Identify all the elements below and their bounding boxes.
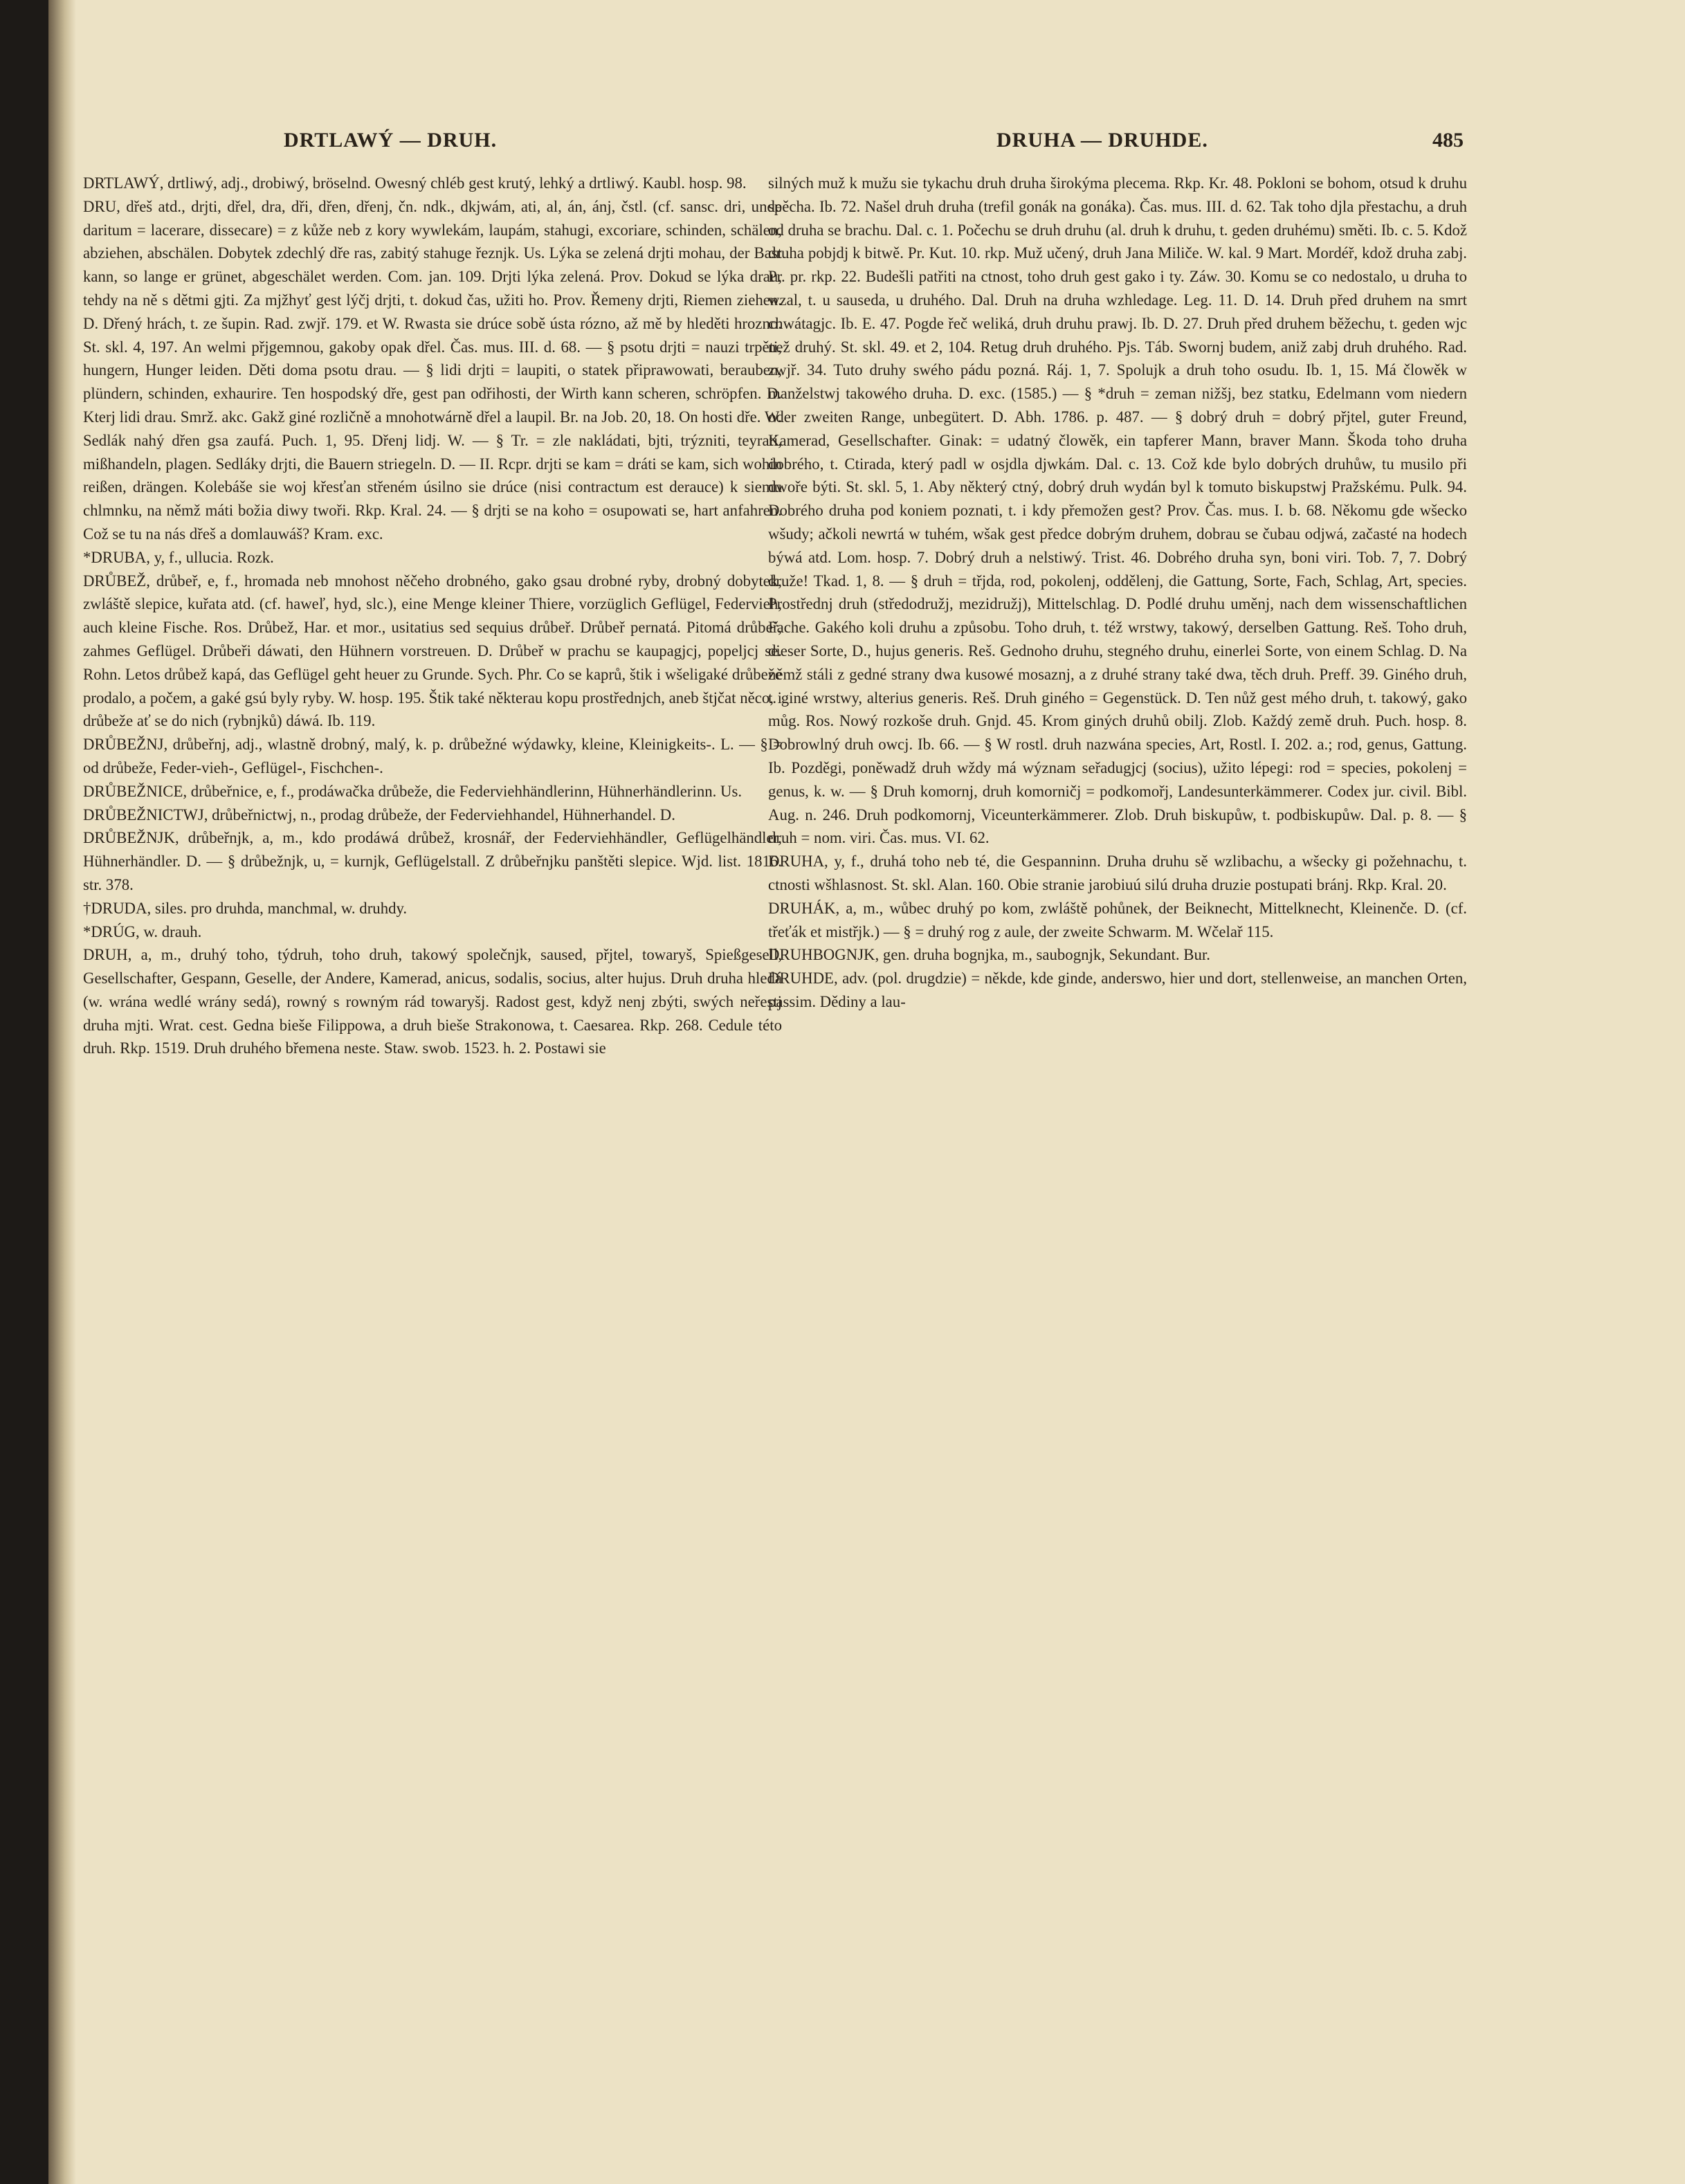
entry-druhak: DRUHÁK, a, m., wůbec druhý po kom, zwláště pohůnek, der Beiknecht, Mittelknecht, Kleinenče. D. (cf. třeťák et mistřjk.) — § = druhý rog z aule, der zweite Schwarm. M. Wčelař 115.: [768, 899, 1467, 940]
header-left-title: DRTLAWÝ — DRUH.: [284, 129, 498, 152]
entry-dru: DRU, dřeš atd., drjti, dřel, dra, dři, dřen, dřenj, čn. ndk., dkjwám, ati, al, án, ánj, čstl. (cf. sansc. dri, unde daritum = lacerare, dissecare) = z kůže neb z kory wywlekám, laupám, stahugi, excoriare, schinden, schälen, abziehen, abschälen. Dobytek zdechlý dře ras, zabitý stahuge řeznjk. Us. Lýka se zelená drjti mohau, der Bast kann, so lange er grünet, abgeschälet werden. Com. jan. 109. Drjti lýka zelená. Prov. Dokud se lýka drau, tehdy na ně s dětmi gjti. Za mjžhyť gest lýčj drjti, t. dokud čas, užiti ho. Prov. Řemeny drjti, Riemen ziehen. D. Dřený hrách, t. ze šupin. Rad. zwjř. 179. et W. Rwasta sie drúce sobě ústa rózno, až mě by hleděti hrozno. St. skl. 4, 197. An welmi přjgemnou, gakoby opak dřel. Čas. mus. III. d. 68. — § psotu drjti = nauzi trpěti, hungern, Hunger leiden. Děti doma psotu drau. — § lidi drjti = laupiti, o statek připrawowati, berauben, plündern, schinden, exhaurire. Ten hospodský dře, gest pan odřihosti, der Wirth kann scheren, schröpfen. D. Kterj lidi drau. Smrž. akc. Gakž giné rozličně a mnohotwárně dřel a laupil. Br. na Job. 20, 18. On hosti dře. W. Sedlák nahý dřen gsa zaufá. Puch. 1, 95. Dřenj lidj. W. — § Tr. = zle nakládati, bjti, trýzniti, teyrati, mißhandeln, plagen. Sedláky drjti, die Bauern striegeln. D. — II. Rcpr. drjti se kam = dráti se kam, sich wohin reißen, drängen. Kolebáše sie woj křesťan střeném úsilno sie drúce (nisi contractum est derauce) k siemu chlmnku, na němž máti božia diwy twoři. Rkp. Kral. 24. — § drjti se na koho = osupowati se, hart anfahren. Což se tu na nás dřeš a domlauwáš? Kram. exc.: [83, 197, 782, 543]
entry-drubeznictwj: DRŮBEŽNICTWJ, drůbeřnictwj, n., prodag drůbeže, der Federviehhandel, Hühnerhandel. D.: [83, 806, 675, 823]
entry-druha: DRUHA, y, f., druhá toho neb té, die Gespanninn. Druha druhu sě wzlibachu, a wšecky gi požehnachu, t. ctnosti wšhlasnost. St. skl. Alan. 160. Obie stranie jarobiuú silú druha druzie postupati bránj. Rkp. Kral. 20.: [768, 853, 1467, 893]
header-right-title: DRUHA — DRUHDE.: [996, 129, 1208, 152]
entry-druhde: DRUHDE, adv. (pol. drugdzie) = někde, kde ginde, anderswo, hier und dort, stellenweise, an manchen Orten, passim. Dědiny a lau-: [768, 970, 1467, 1010]
left-column: [83, 172, 782, 2165]
book-gutter: [48, 0, 76, 2184]
page-number: 485: [1432, 129, 1464, 152]
entry-druhbognjk: DRUHBOGNJK, gen. druha bognjka, m., saubognjk, Sekundant. Bur.: [768, 946, 1210, 964]
running-header: [48, 129, 1685, 163]
entry-druh: DRUH, a, m., druhý toho, týdruh, toho druh, takowý společnjk, saused, přjtel, towaryš, Spießgesell, Gesellschafter, Gespann, Geselle, der Andere, Kamerad, anicus, sodalis, socius, alter hujus. Druh druha hledá (w. wrána wedlé wrány sedá), rowný s rowným rád towaryšj. Radost gest, když nenj zbýti, swých neřestj druha mjti. Wrat. cest. Gedna bieše Filippowa, a druh bieše Strakonowa, t. Caesarea. Rkp. 268. Cedule této druh. Rkp. 1519. Druh druhého břemena neste. Staw. swob. 1523. h. 2. Postawi sie: [83, 946, 782, 1057]
entry-druba: *DRUBA, y, f., ullucia. Rozk.: [83, 548, 274, 566]
entry-drtlawy: DRTLAWÝ, drtliwý, adj., drobiwý, bröselnd. Owesný chléb gest krutý, lehký a drtliwý. Kaubl. hosp. 98.: [83, 174, 747, 192]
entry-druh-continued: silných muž k mužu sie tykachu druh druha širokýma plecema. Rkp. Kr. 48. Pokloni se bohom, otsud k druhu spěcha. Ib. 72. Našel druh druha (trefil gonák na gonáka). Čas. mus. III. d. 62. Tak toho djla přestachu, a druh od druha se brachu. Dal. c. 1. Počechu se druh druhu (al. druh k druhu, t. geden druhému) směti. Ib. c. 5. Kdož druha pobjdj k bitwě. Pr. Kut. 10. rkp. Muž učený, druh Jana Miliče. W. kal. 9 Mart. Mordéř, kdož druha zabj. Pr. pr. rkp. 22. Budešli patřiti na ctnost, toho druh gest gako i ty. Záw. 30. Komu se co nedostalo, u druha to wzal, t. u sauseda, u druhého. Dal. Druh na druha wzhledage. Leg. 11. D. 14. Druh před druhem na smrt chwátagjc. Ib. E. 47. Pogde řeč weliká, druh druhu prawj. Ib. D. 27. Druh před druhem běžechu, t. geden wjc než druhý. St. skl. 49. et 2, 104. Retug druh druhého. Pjs. Táb. Swornj budem, aniž zabj druh druhého. Rad. zwjř. 34. Tuto druhy swého pádu pozná. Ráj. 1, 7. Spolujk a druh toho osudu. Ib. 1, 15. Má člowěk w manželstwj takowého druha. D. exc. (1585.) — § *druh = zeman nižšj, bez statku, Edelmann vom niedern oder zweiten Range, unbegütert. D. Abh. 1786. p. 487. — § dobrý druh = dobrý přjtel, guter Freund, Kamerad, Gesellschafter. Ginak: = udatný člowěk, ein tapferer Mann, braver Mann. Škoda toho druha dobrého, t. Ctirada, který padl w osjdla djwkám. Dal. c. 13. Což kde bylo dobrých druhůw, tu musilo při dwoře býti. St. skl. 5, 1. Aby některý ctný, dobrý druh wydán byl k tomuto biskupstwj Pražskému. Pulk. 94. Dobrého druha pod koniem poznati, t. i kdy přemožen gest? Prov. Čas. mus. I. b. 68. Někomu gde wšecko wšudy; ačkoli newrtá w tuhém, wšak gest předce dobrým druhem, dobrau se čubau odjwá, začasté na hodech býwá atd. Lom. hosp. 7. Dobrý druh a nelstiwý. Trist. 46. Dobrého druha syn, boni viri. Tob. 7, 7. Dobrý druže! Tkad. 1, 8. — § druh = třjda, rod, pokolenj, oddělenj, die Gattung, Sorte, Fach, Schlag, Art, species. Prostřednj druh (středodružj, mezidružj), Mittelschlag. D. Podlé druhu uměnj, nach dem wissenschaftlichen Fache. Gakého koli druhu a způsobu. Toho druh, t. též wrstwy, takowý, derselben Gattung. Reš. Toho druh, dieser Sorte, D., hujus generis. Reš. Gednoho druhu, stegného druhu, einerlei Sorte, von einem Schlag. D. Na němž stáli z gedné strany dwa kusowé mosaznj, a z druhé strany také dwa, těch druh. Preff. 39. Giného druh, t. giné wrstwy, alterius generis. Reš. Druh giného = Gegenstück. D. Ten nůž gest mého druh, t. takowý, gako můg. Ros. Nowý rozkoše druh. Gnjd. 45. Krom giných druhů obilj. Zlob. Každý země druh. Puch. hosp. 8. Dobrowlný druh owcj. Ib. 66. — § W rostl. druh nazwána species, Art, Rostl. I. 202. a.; rod, genus, Gattung. Ib. Pozděgi, poněwadž druh wždy má wýznam seřadugjcj (socius), užito lépegi: rod = species, pokolenj = genus, k. w. — § Druh komornj, druh komorničj = podkomořj, Landesunterkämmerer. Codex jur. civil. Bibl. Aug. n. 246. Druh podkomornj, Viceunterkämmerer. Zlob. Druh biskupůw, t. podbiskupůw. Dal. p. 8. — § druh = nom. viri. Čas. mus. VI. 62.: [768, 174, 1467, 847]
entry-drubeznj: DRŮBEŽNJ, drůbeřnj, adj., wlastně drobný, malý, k. p. drůbežné wýdawky, kleine, Kleinigkeits-. L. — § = od drůbeže, Feder-vieh-, Geflügel-, Fischchen-.: [83, 736, 782, 776]
dictionary-page: [48, 0, 1685, 2184]
entry-druda: †DRUDA, siles. pro druhda, manchmal, w. druhdy.: [83, 899, 408, 917]
entry-drubeznjk: DRŮBEŽNJK, drůbeřnjk, a, m., kdo prodáwá drůbež, krosnář, der Federviehhändler, Geflügelhändler, Hühnerhändler. D. — § drůbežnjk, u, = kurnjk, Geflügelstall. Z drůbeřnjku panštěti slepice. Wjd. list. 1816. str. 378.: [83, 829, 782, 893]
entry-drubez: DRŮBEŽ, drůbeř, e, f., hromada neb mnohost něčeho drobného, gako gsau drobné ryby, drobný dobytek, zwláště slepice, kuřata atd. (cf. haweľ, hyd, slc.), eine Menge kleiner Thiere, vorzüglich Geflügel, Federvieh, auch kleine Fische. Ros. Drůbež, Har. et mor., usitatius sed sequius drůbeř. Drůbeř pernatá. Pitomá drůbeř, zahmes Geflügel. Drůbeři dáwati, den Hühnern vorstreuen. D. Drůbeř w prachu se kaupagjcj, popeljcj se. Rohn. Letos drůbež kapá, das Geflügel geht heuer zu Grunde. Sych. Phr. Co se kaprů, štik i wšeligaké drůbeže prodalo, a počem, a gaké gsú byly ryby. W. hosp. 195. Štik také některau kopu prostřednjch, aneb štjčat něco, i drůbeže ať se do nich (rybnjků) dáwá. Ib. 119.: [83, 572, 782, 730]
entry-drug: *DRÚG, w. drauh.: [83, 922, 202, 940]
entry-drubeznice: DRŮBEŽNICE, drůbeřnice, e, f., prodáwačka drůbeže, die Federviehhändlerinn, Hühnerhändlerinn. Us.: [83, 782, 743, 800]
right-column: [768, 172, 1467, 2165]
